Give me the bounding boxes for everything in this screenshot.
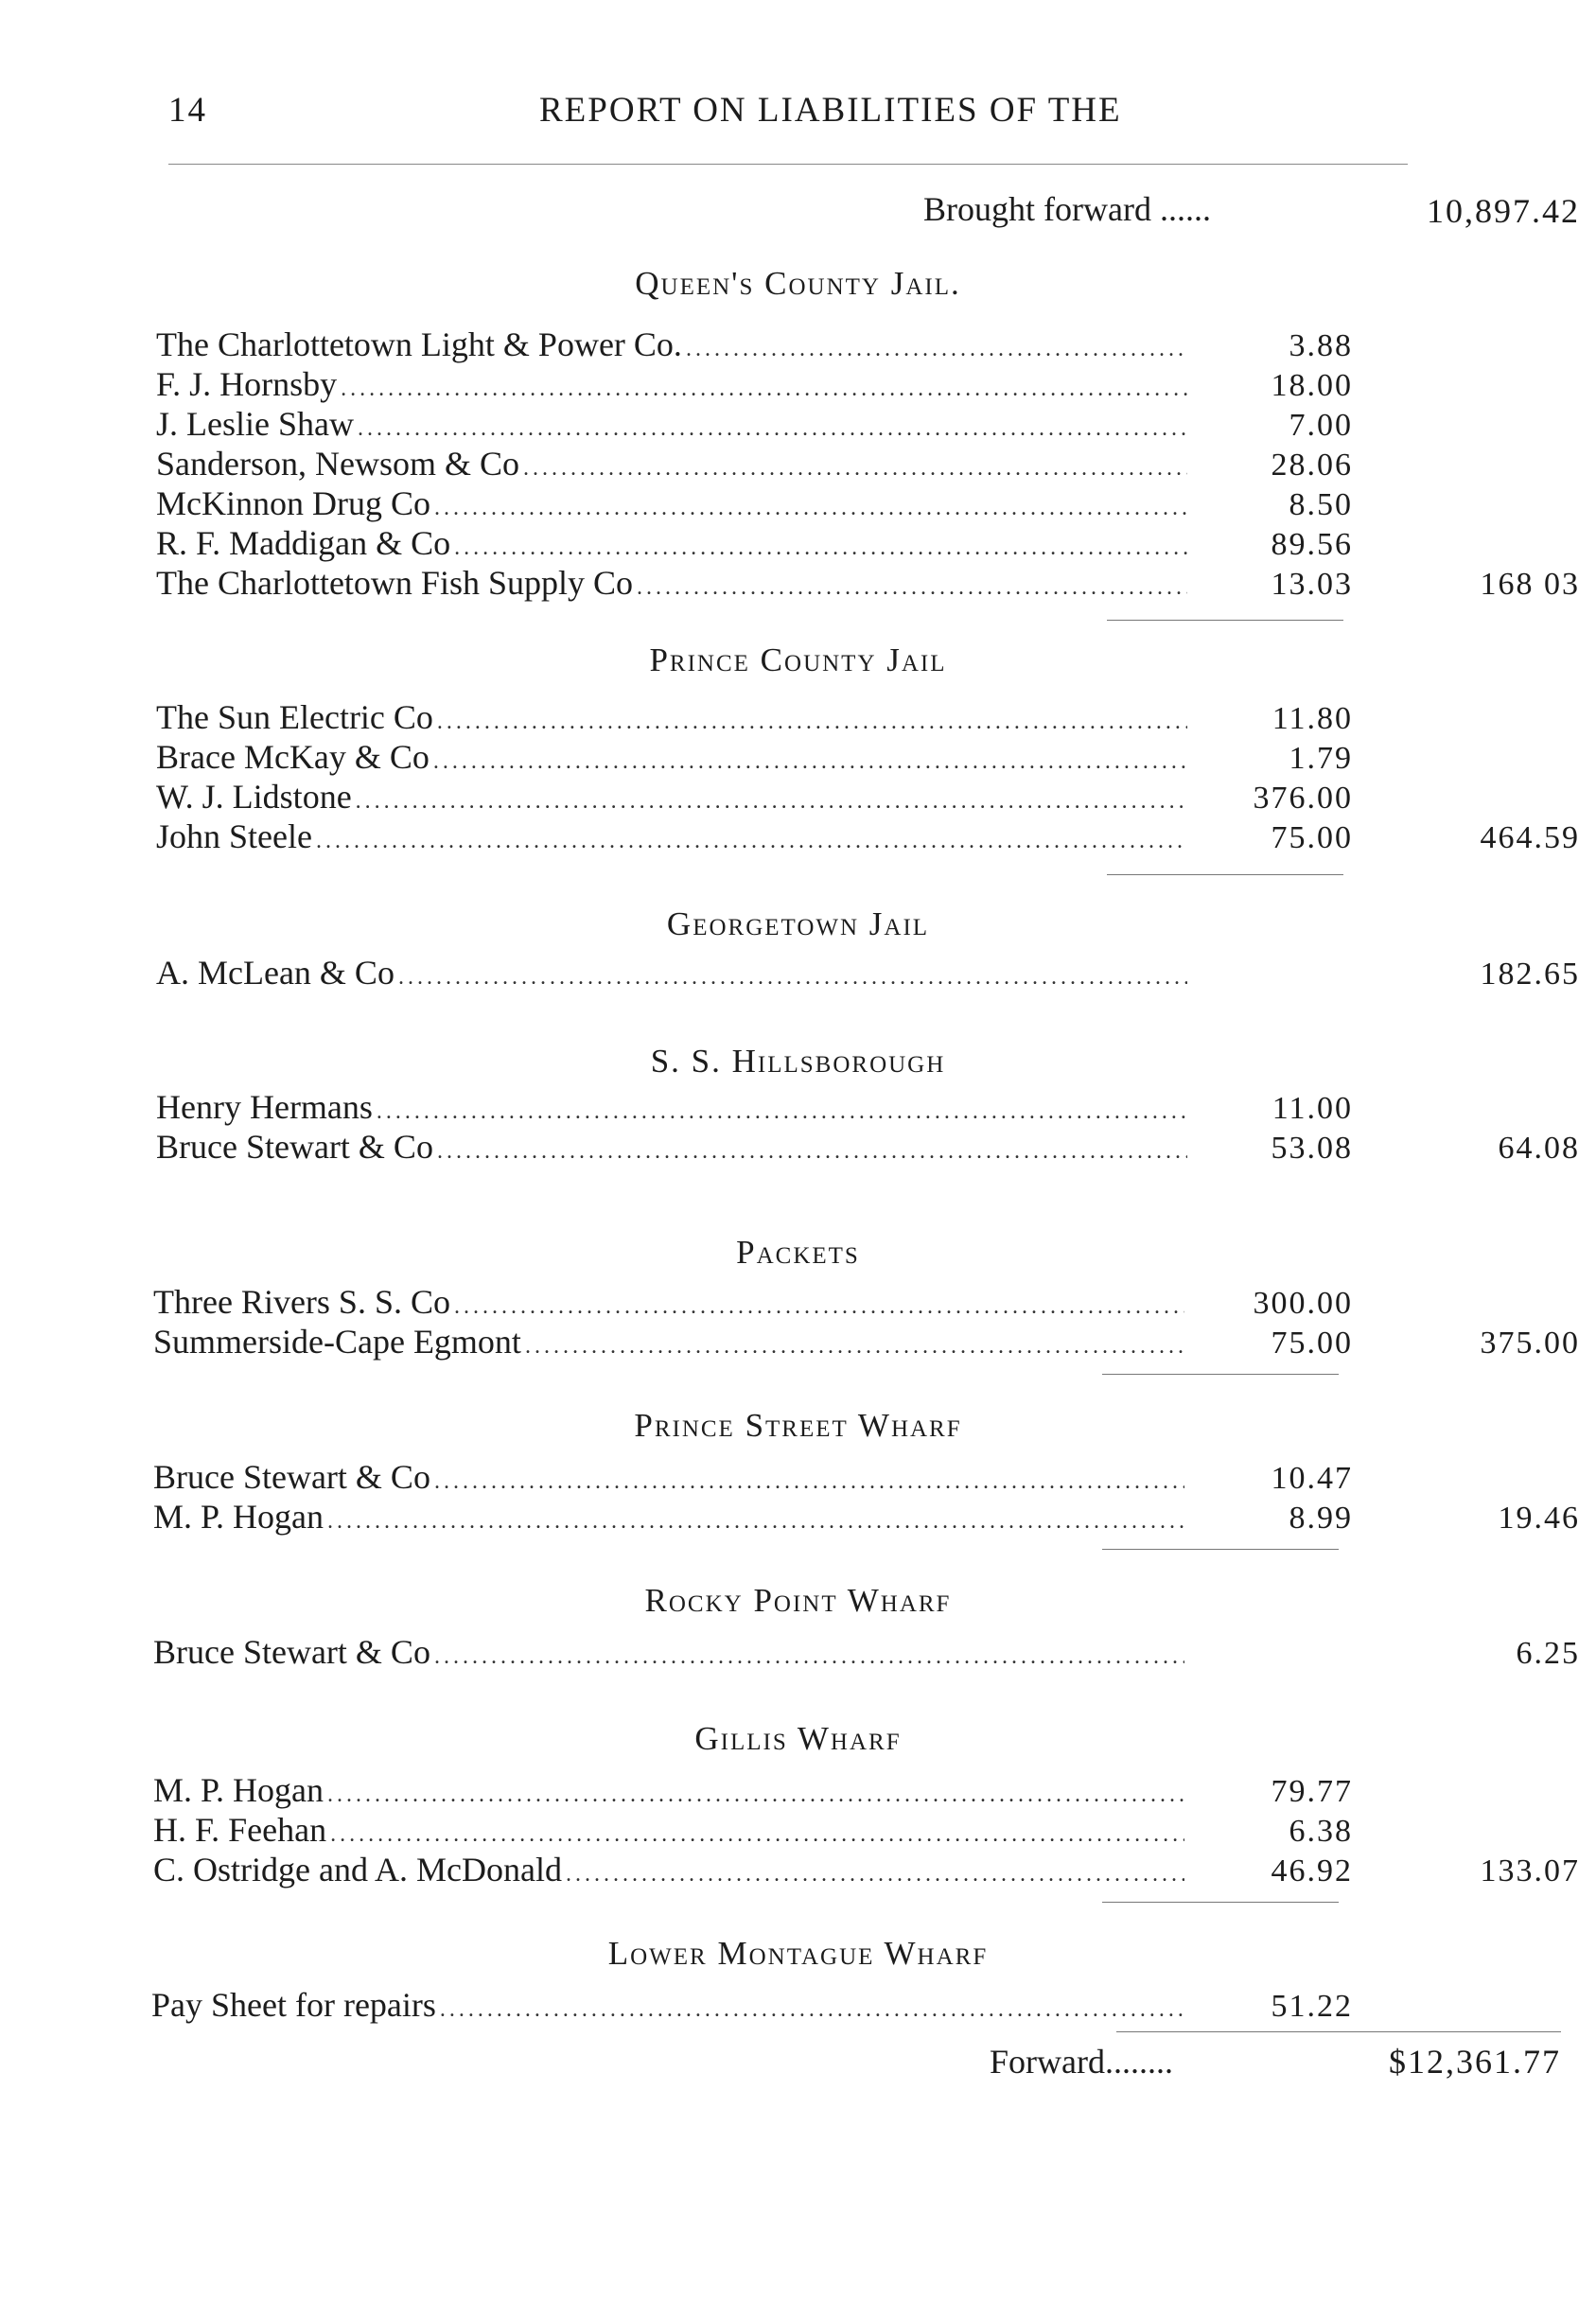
- list-item: [153, 1282, 1184, 1322]
- section-title: Lower Montague Wharf: [607, 1935, 989, 1972]
- leader-dots: [566, 1862, 1184, 1888]
- item-amount: 8.50: [1289, 487, 1353, 522]
- item-amount: 8.99: [1289, 1501, 1353, 1536]
- list-item: [156, 1127, 1187, 1167]
- list-item: [156, 364, 1187, 404]
- leader-dots: [356, 789, 1187, 815]
- item-name: J. Leslie Shaw: [156, 405, 354, 443]
- item-amount: 79.77: [1271, 1774, 1353, 1809]
- list-item: [153, 1322, 1184, 1361]
- item-name: Brace McKay & Co: [156, 738, 430, 776]
- leader-dots: [437, 1139, 1187, 1165]
- item-name: Bruce Stewart & Co: [156, 1128, 433, 1166]
- list-item: [153, 1810, 1184, 1850]
- list-item: [153, 1497, 1184, 1537]
- brought-forward-label: Brought forward ......: [923, 190, 1211, 228]
- item-name: Three Rivers S. S. Co: [153, 1283, 450, 1321]
- subtotal-rule: [1102, 1549, 1339, 1550]
- leader-dots: [440, 1997, 1183, 2023]
- leader-dots: [434, 496, 1187, 521]
- running-title: REPORT ON LIABILITIES OF THE: [539, 91, 1122, 130]
- item-name: Henry Hermans: [156, 1088, 373, 1126]
- forward-amount: $12,361.77: [1389, 2043, 1561, 2081]
- item-name: The Charlottetown Light & Power Co.: [156, 325, 682, 363]
- leader-dots: [377, 1099, 1187, 1125]
- section-title: Rocky Point Wharf: [644, 1582, 952, 1619]
- item-name: The Charlottetown Fish Supply Co: [156, 564, 633, 602]
- item-amount: 46.92: [1271, 1853, 1353, 1888]
- page-header: [0, 90, 1596, 137]
- list-item: [153, 1850, 1184, 1889]
- section-title: Packets: [736, 1234, 860, 1271]
- item-name: Summerside-Cape Egmont: [153, 1323, 521, 1361]
- list-item: [156, 483, 1187, 523]
- subtotal-rule: [1102, 1902, 1339, 1903]
- section-title: Prince Street Wharf: [634, 1407, 962, 1444]
- list-item: [156, 1087, 1187, 1127]
- section-total: 19.46: [1498, 1501, 1580, 1536]
- list-item: [156, 325, 1187, 364]
- list-item: [151, 1985, 1183, 2025]
- item-amount: 13.03: [1271, 567, 1353, 602]
- item-name: Pay Sheet for repairs: [151, 1986, 436, 2024]
- item-name: A. McLean & Co: [156, 954, 395, 992]
- item-amount: 3.88: [1289, 328, 1353, 363]
- section-title: Queen's County Jail.: [635, 265, 961, 302]
- item-amount: 7.00: [1289, 408, 1353, 443]
- leader-dots: [434, 1469, 1184, 1495]
- leader-dots: [437, 710, 1187, 735]
- item-amount: 53.08: [1271, 1131, 1353, 1166]
- item-name: W. J. Lidstone: [156, 778, 352, 816]
- list-item: [156, 523, 1187, 563]
- leader-dots: [686, 337, 1187, 362]
- list-item: [153, 1457, 1184, 1497]
- item-amount: 89.56: [1271, 527, 1353, 562]
- list-item: [156, 404, 1187, 444]
- item-amount: 6.38: [1289, 1814, 1353, 1849]
- section-total: 464.59: [1480, 820, 1580, 855]
- brought-forward-amount: 10,897.42: [1427, 192, 1580, 230]
- leader-dots: [434, 1644, 1184, 1670]
- item-amount: 28.06: [1271, 448, 1353, 483]
- item-amount: 51.22: [1271, 1989, 1353, 2024]
- item-amount: 376.00: [1253, 781, 1353, 816]
- item-name: M. P. Hogan: [153, 1771, 324, 1809]
- item-name: John Steele: [156, 817, 312, 855]
- list-item: [156, 697, 1187, 737]
- item-amount: 75.00: [1271, 1326, 1353, 1361]
- list-item: [156, 953, 1187, 992]
- leader-dots: [525, 1334, 1184, 1360]
- leader-dots: [316, 829, 1187, 854]
- item-amount: 300.00: [1253, 1286, 1353, 1321]
- item-name: M. P. Hogan: [153, 1498, 324, 1536]
- item-amount: 1.79: [1289, 741, 1353, 776]
- header-rule: [168, 164, 1408, 165]
- leader-dots: [327, 1783, 1184, 1808]
- total-rule: [1116, 2031, 1561, 2032]
- page-number: 14: [168, 91, 207, 130]
- leader-dots: [327, 1509, 1184, 1535]
- item-name: C. Ostridge and A. McDonald: [153, 1851, 562, 1888]
- section-total: 6.25: [1516, 1636, 1580, 1671]
- item-name: Bruce Stewart & Co: [153, 1633, 430, 1671]
- item-amount: 75.00: [1271, 820, 1353, 855]
- subtotal-rule: [1102, 1374, 1339, 1375]
- leader-dots: [523, 456, 1187, 482]
- leader-dots: [398, 965, 1187, 991]
- section-total: 133.07: [1480, 1853, 1580, 1888]
- list-item: [156, 817, 1187, 856]
- forward-label: Forward........: [990, 2043, 1173, 2081]
- item-amount: 11.00: [1272, 1091, 1353, 1126]
- leader-dots: [454, 1294, 1184, 1320]
- item-name: Sanderson, Newsom & Co: [156, 445, 519, 483]
- section-title: S. S. Hillsborough: [650, 1043, 946, 1080]
- list-item: [156, 563, 1187, 603]
- subtotal-rule: [1107, 620, 1343, 621]
- section-title: Gillis Wharf: [694, 1720, 902, 1757]
- item-amount: 11.80: [1272, 701, 1353, 736]
- list-item: [156, 737, 1187, 777]
- section-title: Prince County Jail: [649, 641, 947, 678]
- leader-dots: [433, 749, 1187, 775]
- leader-dots: [358, 416, 1187, 442]
- item-amount: 10.47: [1271, 1461, 1353, 1496]
- section-total: 182.65: [1480, 957, 1580, 992]
- brought-forward-line: [662, 189, 1211, 233]
- item-name: F. J. Hornsby: [156, 365, 338, 403]
- leader-dots: [330, 1822, 1184, 1848]
- list-item: [156, 777, 1187, 817]
- item-name: McKinnon Drug Co: [156, 484, 430, 522]
- section-title: Georgetown Jail: [666, 905, 930, 942]
- list-item: [153, 1770, 1184, 1810]
- section-total: 64.08: [1498, 1131, 1580, 1166]
- leader-dots: [454, 536, 1187, 561]
- item-name: Bruce Stewart & Co: [153, 1458, 430, 1496]
- item-name: The Sun Electric Co: [156, 698, 433, 736]
- subtotal-rule: [1107, 874, 1343, 875]
- section-total: 168 03: [1480, 567, 1580, 602]
- leader-dots: [637, 575, 1187, 601]
- list-item: [156, 444, 1187, 483]
- leader-dots: [341, 377, 1187, 402]
- list-item: [153, 1632, 1184, 1672]
- item-name: R. F. Maddigan & Co: [156, 524, 451, 562]
- section-total: 375.00: [1480, 1326, 1580, 1361]
- item-amount: 18.00: [1271, 368, 1353, 403]
- item-name: H. F. Feehan: [153, 1811, 327, 1849]
